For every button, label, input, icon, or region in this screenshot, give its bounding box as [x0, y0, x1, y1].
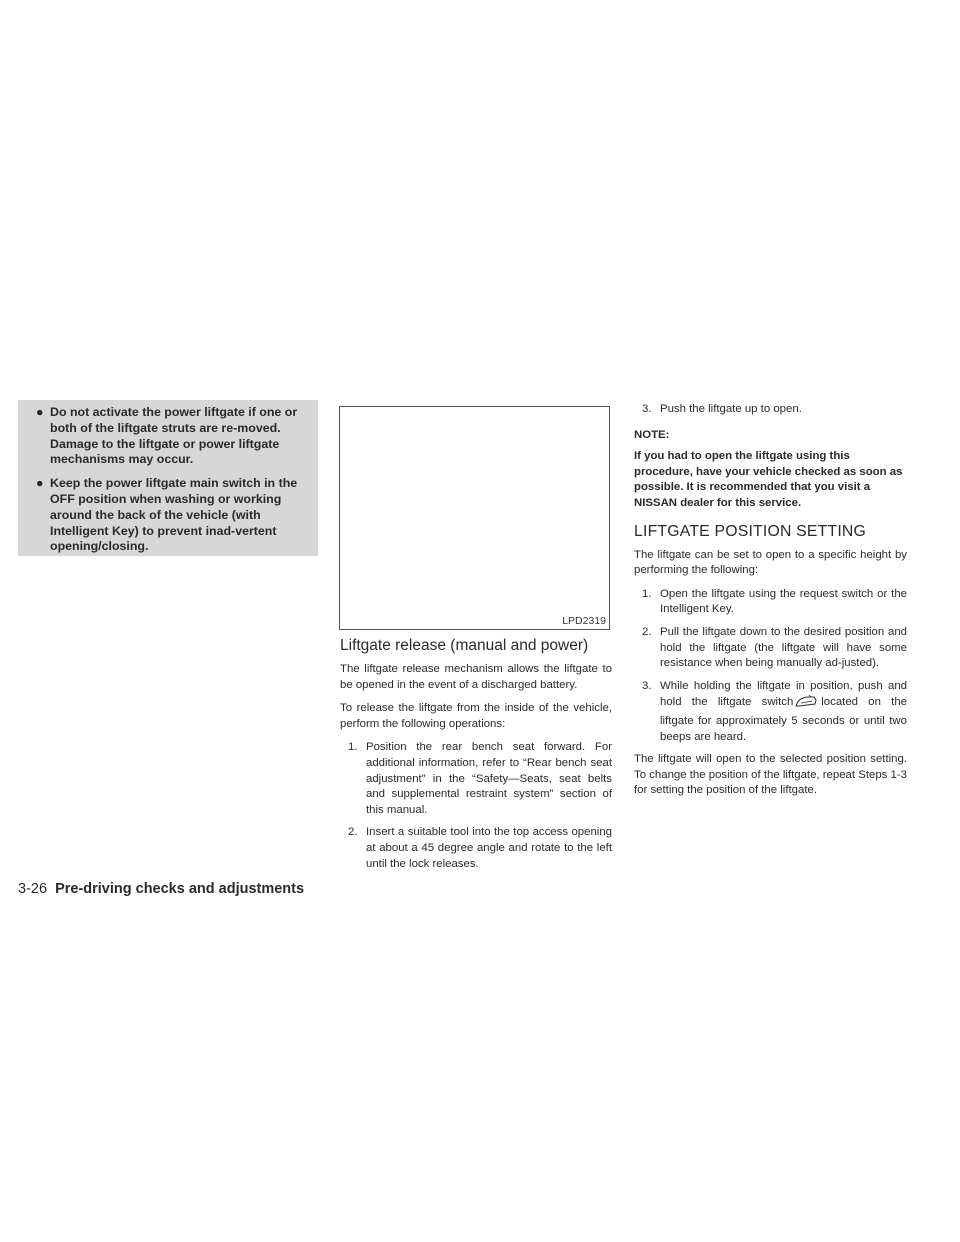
step-text: Open the liftgate using the request switch or the Intelligent Key. — [660, 587, 907, 616]
warning-item — [36, 476, 314, 555]
paragraph: The liftgate will open to the selected position setting. To change the position of the liftgate, repeat Steps 1-3 for setting the position of the liftgate. — [634, 753, 907, 797]
list-item — [634, 679, 907, 745]
note-text: If you had to open the liftgate using this procedure, have your vehicle checked as soon as possible. It is recommended that you visit a NISSAN dealer for this service. — [634, 450, 903, 509]
list-item — [340, 825, 612, 872]
list-item — [634, 587, 907, 618]
step-text: Pull the liftgate down to the desired position and hold the liftgate (the liftgate will have some resistance when being manually ad-justed). — [660, 625, 907, 670]
release-steps-continued — [634, 402, 907, 418]
section-heading: LIFTGATE POSITION SETTING — [634, 522, 867, 540]
step-number: 1. — [642, 587, 652, 600]
list-item — [634, 402, 907, 418]
page-number: 3-26 — [18, 881, 48, 897]
release-section — [340, 636, 612, 879]
step-number: 3. — [642, 679, 652, 692]
chapter-title: Pre-driving checks and adjustments — [55, 881, 305, 897]
bullet-icon: ● — [36, 476, 44, 491]
step-text: Push the liftgate up to open. — [660, 403, 802, 415]
step-text: While holding the liftgate in position, push and hold the liftgate switch — [660, 679, 907, 709]
liftgate-switch-icon — [795, 694, 817, 714]
list-item — [340, 740, 612, 818]
step-number: 1. — [348, 741, 358, 754]
warning-text: Keep the power liftgate main switch in the OFF position when washing or working around the back of the vehicle (with Intelligent Key) to prevent inad-vertent opening/closing. — [50, 476, 298, 554]
figure-label: LPD2319 — [562, 615, 606, 627]
bullet-icon: ● — [36, 405, 44, 419]
list-item — [634, 625, 907, 672]
paragraph: To release the liftgate from the inside of the vehicle, perform the following operations: — [340, 702, 612, 730]
position-column — [634, 402, 907, 807]
note-label: NOTE: — [634, 428, 670, 441]
step-number: 2. — [348, 826, 358, 839]
position-steps — [634, 587, 907, 745]
step-number: 3. — [642, 403, 652, 415]
step-number: 2. — [642, 625, 652, 638]
warning-box — [18, 400, 318, 556]
paragraph: The liftgate release mechanism allows the liftgate to be opened in the event of a discharged battery. — [340, 663, 612, 691]
warning-item — [36, 405, 314, 468]
page-footer — [18, 880, 304, 898]
step-text: located on the liftgate for approximately 5 seconds or until two beeps are heard. — [660, 696, 907, 743]
step-text: Insert a suitable tool into the top access opening at about a 45 degree angle and rotate to the left until the lock releases. — [366, 826, 612, 870]
paragraph: The liftgate can be set to open to a specific height by performing the following: — [634, 548, 907, 577]
warning-text: Do not activate the power liftgate if one or both of the liftgate struts are re-moved. Damage to the liftgate or power liftgate mechanisms may occur. — [50, 405, 298, 467]
step-text: Position the rear bench seat forward. For additional information, refer to “Rear bench seat adjustment” in the “Safety—Seats, seat belts and supplemental restraint system” section of this manual. — [366, 741, 612, 816]
illustration-figure — [339, 406, 610, 630]
section-heading: Liftgate release (manual and power) — [340, 637, 589, 654]
release-steps — [340, 740, 612, 872]
